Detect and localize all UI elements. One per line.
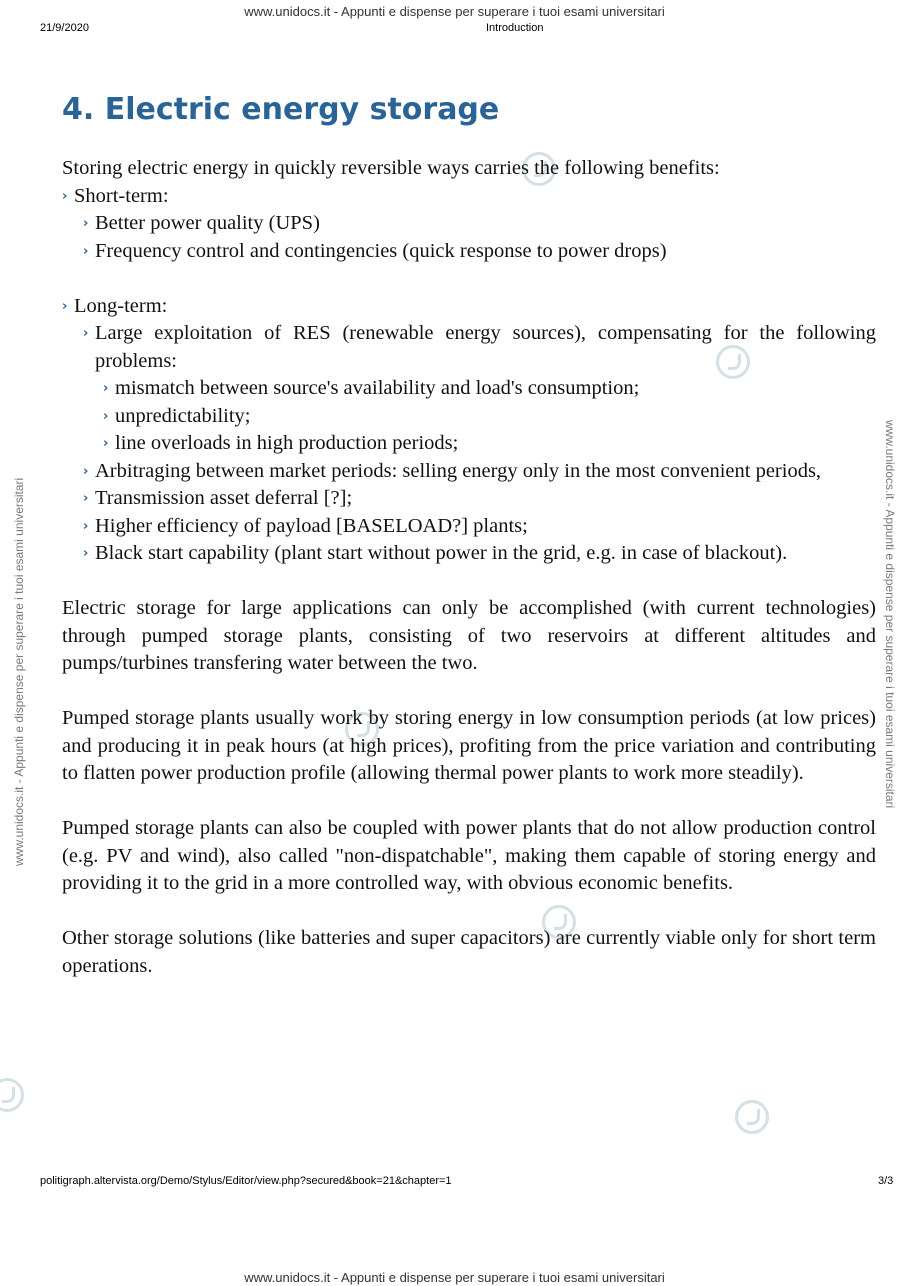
chevron-right-icon: › [83,463,89,479]
paragraph: Pumped storage plants usually work by storing energy in low consumption periods (at low prices) and producing it in peak hours (at high prices), profiting from the price variation and contributing to flatten power production profile (allowing thermal power plants to work more steadily). [62,707,876,784]
footer-url: politigraph.altervista.org/Demo/Stylus/Editor/view.php?secured&book=21&chapter=1 [40,1175,452,1187]
list-item-short-term: › Short-term: [62,183,876,211]
chevron-right-icon: › [83,518,89,534]
print-title: Introduction [486,22,544,34]
top-watermark: www.unidocs.it - Appunti e dispense per superare i tuoi esami universitari [244,4,665,19]
page-number: 3/3 [878,1175,894,1187]
right-side-watermark: www.unidocs.it - Appunti e dispense per superare i tuoi esami universitari [883,420,897,809]
paragraph: Other storage solutions (like batteries and super capacitors) are currently viable only for short term operations. [62,927,876,977]
document-body [62,155,876,980]
chevron-right-icon: › [103,408,109,424]
list-item: › Frequency control and contingencies (quick response to power drops) [83,238,876,266]
chevron-right-icon: › [103,381,109,396]
list-item-long-term: › Long-term: [62,293,876,321]
list-subitem: › unpredictability; [103,403,876,431]
chevron-right-icon: › [62,298,68,314]
chevron-right-icon: › [83,243,89,259]
chevron-right-icon: › [83,546,89,561]
list-item: › Higher efficiency of payload [BASELOAD?] plants; [83,513,876,541]
list-item: › Black start capability (plant start without power in the grid, e.g. in case of blackout). [83,540,876,568]
paragraph: Pumped storage plants can also be coupled with power plants that do not allow production control (e.g. PV and wind), also called "non-dispatchable", making them capable of storing energy and providing it to the grid in a more controlled way, with obvious economic benefits. [62,817,876,894]
page-title: 4. Electric energy storage [62,92,500,127]
left-side-watermark: www.unidocs.it - Appunti e dispense per superare i tuoi esami universitari [12,477,26,866]
chevron-right-icon: › [83,326,89,341]
unidocs-logo-icon [735,1100,769,1134]
list-item: › Large exploitation of RES (renewable energy sources), compensating for the following problems: [83,322,876,372]
list-item: › Better power quality (UPS) [83,210,876,238]
paragraph: Electric storage for large applications can only be accomplished (with current technologies) through pumped storage plants, consisting of two reservoirs at different altitudes and pumps/turbines transfering water between the two. [62,597,876,674]
list-subitem: › line overloads in high production periods; [103,430,876,458]
list-item: › Transmission asset deferral [?]; [83,485,876,513]
intro-text: Storing electric energy in quickly reversible ways carries the following benefits: [62,157,720,179]
chevron-right-icon: › [83,216,89,231]
chevron-right-icon: › [62,188,68,204]
list-item: › Arbitraging between market periods: selling energy only in the most convenient periods, [83,458,876,486]
chevron-right-icon: › [103,436,109,451]
print-date: 21/9/2020 [40,22,89,34]
list-subitem: › mismatch between source's availability and load's consumption; [103,375,876,403]
unidocs-logo-icon [0,1078,24,1112]
chevron-right-icon: › [83,491,89,506]
bottom-watermark: www.unidocs.it - Appunti e dispense per superare i tuoi esami universitari [244,1270,665,1285]
